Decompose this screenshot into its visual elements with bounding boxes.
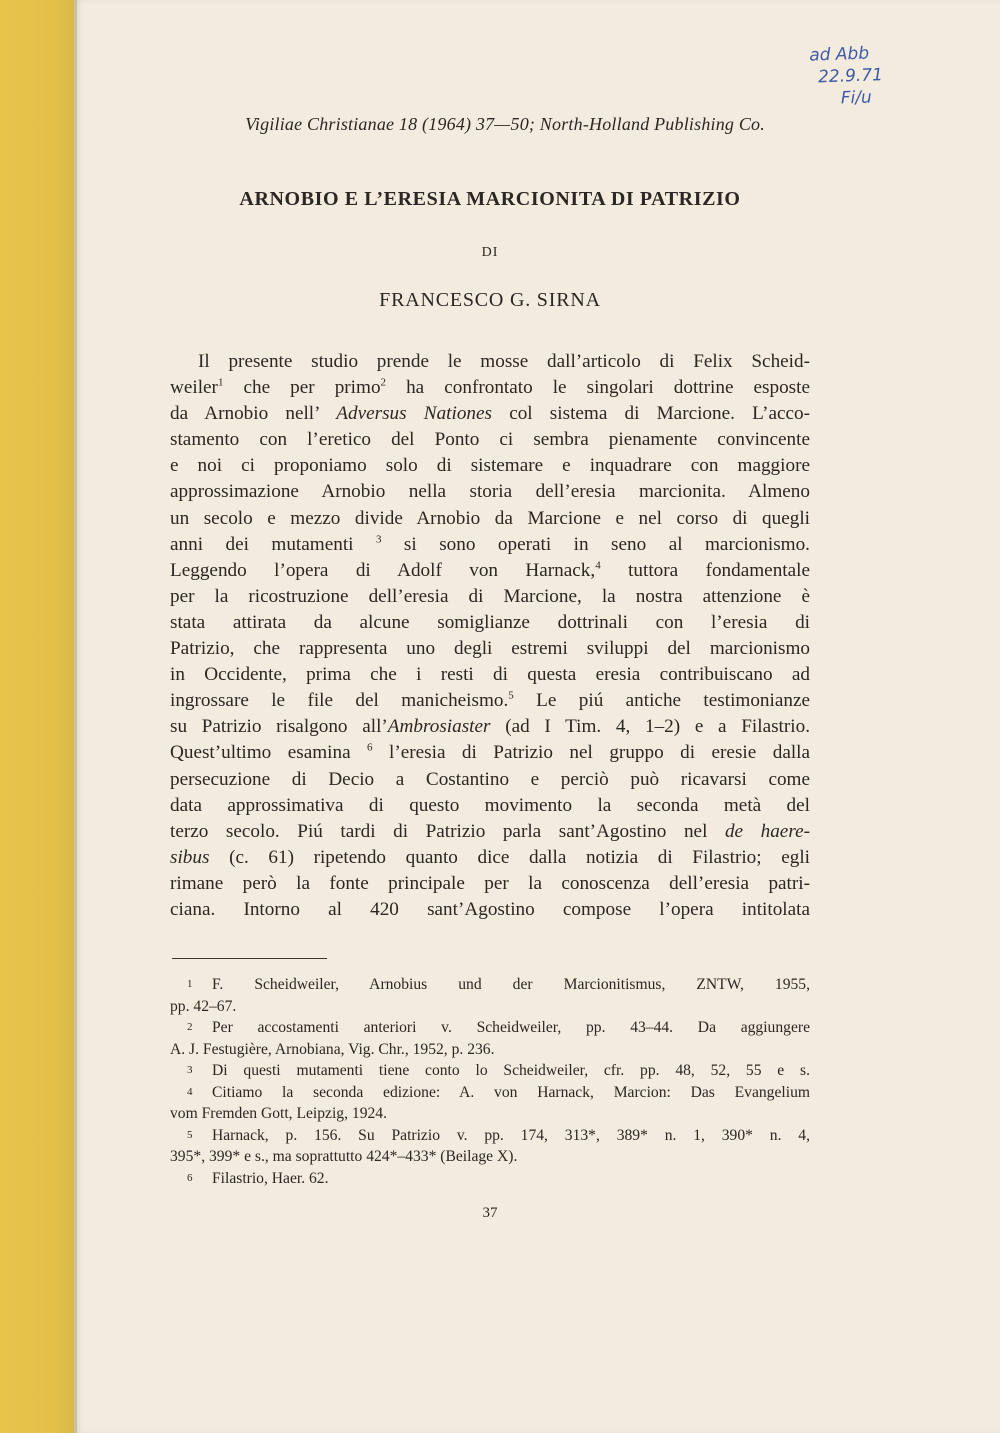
body-line: un secolo e mezzo divide Arnobio da Marcione e nel corso di quegli (170, 507, 810, 529)
yellow-binding-strip (0, 0, 74, 1433)
footnote-text: Di questi mutamenti tiene conto lo Scheidweiler, cfr. pp. 48, 52, 55 e s. (212, 1062, 810, 1079)
footnote-text: A. J. Festugière, Arnobiana, Vig. Chr., 1952, p. 236. (170, 1040, 495, 1058)
footnote-text: Citiamo la seconda edizione: A. von Harnack, Marcion: Das Evangelium (212, 1083, 810, 1101)
article-title: ARNOBIO E L’ERESIA MARCIONITA DI PATRIZIO (239, 188, 741, 210)
body-line: stata attirata da alcune somiglianze dottrinali con l’eresia di (170, 611, 810, 633)
footnote-ref: 5 (508, 689, 514, 702)
footnote-text: 395*, 399* e s., ma soprattutto 424*–433* (Beilage X). (170, 1148, 518, 1165)
sheet-edge-shadow (74, 0, 77, 1433)
body-line: rimane però la fonte principale per la conoscenza dell’eresia patri- (170, 872, 810, 894)
body-line: Il presente studio prende le mosse dall’articolo di Felix Scheid- (198, 351, 810, 372)
body-line: Leggendo l’opera di Adolf von Harnack,$^4$ tuttora fondamentale (170, 559, 810, 581)
footnote-4 (170, 1082, 810, 1125)
footnote-2 (170, 1017, 810, 1060)
footnote-ref: 1 (217, 376, 224, 389)
footnotes (170, 974, 810, 1189)
body-line: sibus (c. 61) ripetendo quanto dice dalla notizia di Filastrio; egli (170, 846, 810, 868)
footnote-5 (170, 1125, 810, 1168)
body-line: Quest’ultimo esamina $^6$ l’eresia di Patrizio nel gruppo di eresie dalla (170, 742, 811, 764)
footnote-ref: 4 (595, 559, 601, 572)
footnote-text: pp. 42–67. (170, 997, 237, 1015)
footnote-text: vom Fremden Gott, Leipzig, 1924. (170, 1105, 387, 1122)
body-line: data approssimativa di questo movimento la seconda metà del (170, 794, 810, 816)
body-line: Patrizio, che rappresenta uno degli estremi sviluppi del marcionismo (170, 638, 810, 660)
footnote-text: Harnack, p. 156. Su Patrizio v. pp. 174, 313*, 389* n. 1, 390* n. 4, (212, 1126, 810, 1144)
body-line: stamento con l’eretico del Ponto ci sembra pienamente convincente (170, 429, 810, 451)
footnote-6 (170, 1168, 810, 1190)
page-number: 37 (482, 1205, 498, 1221)
footnote-text: F. Scheidweiler, Arnobius und der Marcionitismus, ZNTW, 1955, (212, 976, 810, 993)
footnote-3 (170, 1060, 810, 1082)
handwritten-note (809, 39, 961, 110)
body-line: persecuzione di Decio a Costantino e perciò può ricavarsi come (170, 768, 810, 790)
footnote-text: Per accostamenti anteriori v. Scheidweiler, pp. 43–44. Da aggiungere (212, 1019, 810, 1036)
body-line: in Occidente, prima che i resti di questa eresia contribuiscano ad (170, 664, 810, 686)
footnote-separator (172, 958, 327, 959)
body-line: per la ricostruzione dell’eresia di Marcione, la nostra attenzione è (170, 585, 810, 607)
footnote-number: 1 (187, 978, 193, 990)
article-body (170, 349, 810, 923)
footnote-number: 4 (187, 1085, 193, 1098)
body-line: ingrossare le file del manicheismo.$^5$ Le piú antiche testimonianze (170, 689, 810, 712)
body-line: terzo secolo. Piú tardi di Patrizio parla sant’Agostino nel de haere- (170, 820, 810, 842)
handwritten-note-line: Fi/u (840, 87, 873, 109)
footnote-text: Filastrio, Haer. 62. (212, 1169, 329, 1187)
handwritten-note-line: 22.9.71 (817, 65, 884, 88)
footnote-1 (170, 974, 810, 1017)
body-line: e noi ci proponiamo solo di sistemare e inquadrare con maggiore (170, 455, 810, 477)
footnote-number: 6 (187, 1171, 193, 1184)
body-line: anni dei mutamenti $^3$ si sono operati in seno al marcionismo. (170, 533, 810, 555)
handwritten-note-line: ad Abb (808, 43, 870, 66)
footnote-number: 2 (187, 1021, 193, 1033)
footnote-ref: 2 (380, 376, 387, 389)
byline-di: DI (481, 245, 499, 260)
journal-citation: Vigiliae Christianae 18 (1964) 37—50; North-Holland Publishing Co. (245, 114, 765, 134)
body-line: su Patrizio risalgono all’Ambrosiaster (ad I Tim. 4, 1–2) e a Filastrio. (170, 716, 811, 738)
footnote-ref: 6 (367, 742, 373, 755)
body-line: da Arnobio nell’ Adversus Nationes col sistema di Marcione. L’acco- (170, 403, 810, 425)
body-line: approssimazione Arnobio nella storia dell’eresia marcionita. Almeno (170, 481, 810, 503)
footnote-number: 3 (187, 1064, 193, 1076)
footnote-number: 5 (187, 1128, 193, 1141)
body-line: weiler$^1$ che per primo$^2$ ha confrontato le singolari dottrine esposte (170, 376, 810, 399)
footnote-ref: 3 (375, 533, 382, 546)
article-author: FRANCESCO G. SIRNA (379, 289, 601, 311)
body-line: ciana. Intorno al 420 sant’Agostino compose l’opera intitolata (170, 898, 810, 920)
